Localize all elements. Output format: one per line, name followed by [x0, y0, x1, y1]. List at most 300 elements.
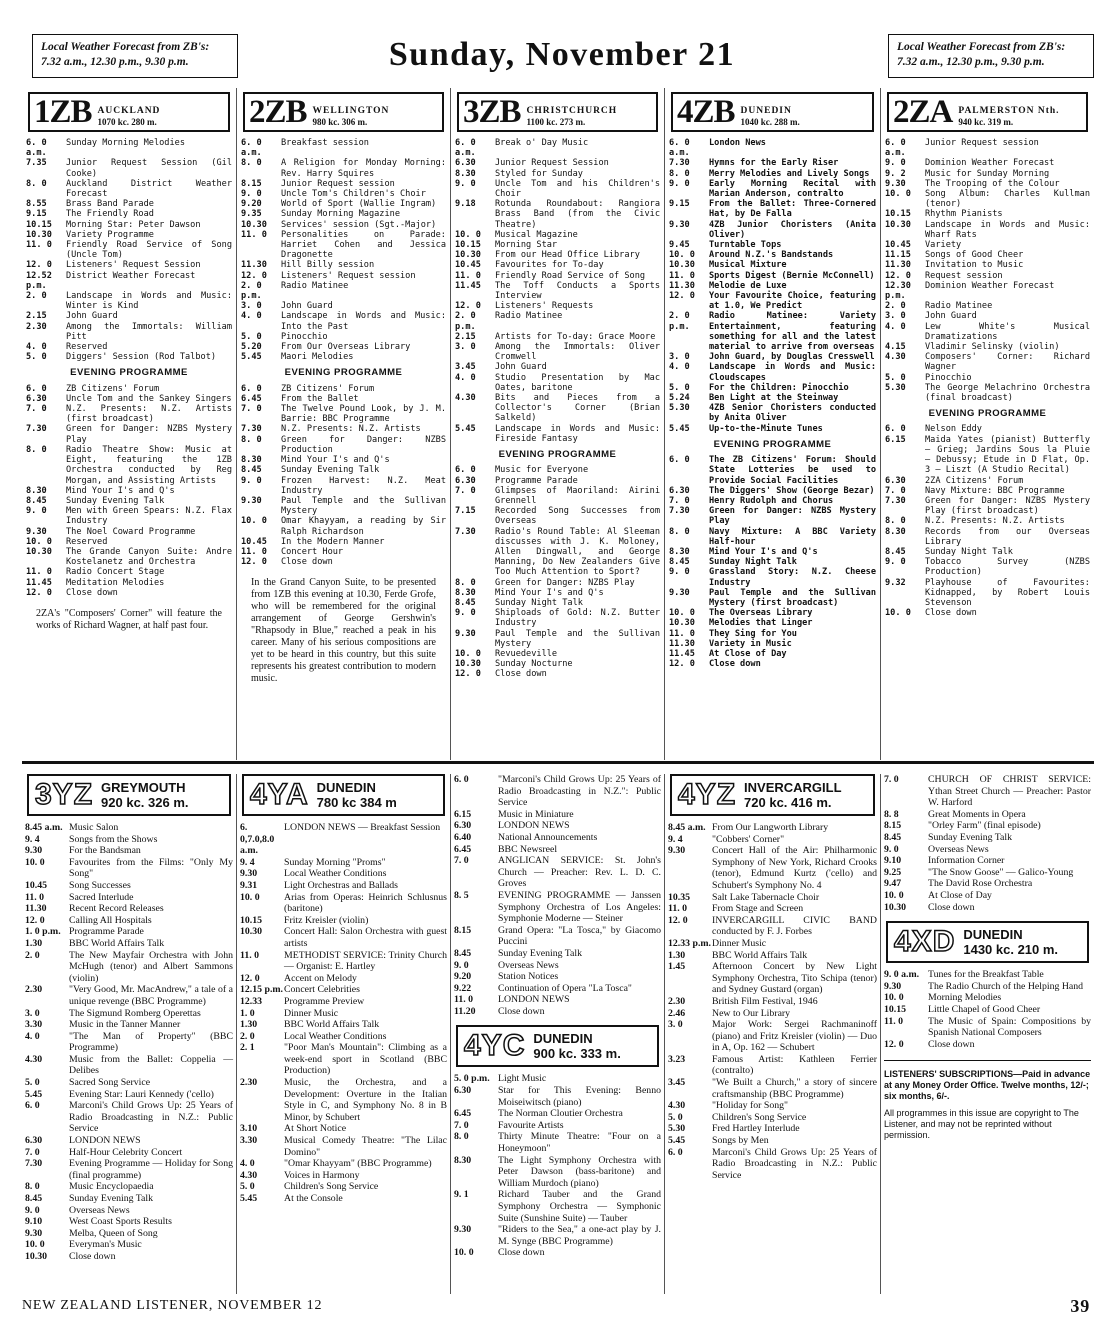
programme-time: 9. 0 — [26, 506, 47, 517]
programme-title: Mind Your I's and Q's — [66, 485, 175, 496]
programme-time: 12. 0 — [241, 557, 267, 568]
programme-item — [25, 880, 233, 892]
programme-item — [885, 608, 1090, 618]
programme-time: 8.45 — [25, 1193, 43, 1204]
programme-time: 9.30 — [885, 178, 906, 189]
programme-time: 6.30 — [885, 475, 906, 486]
programme-title: "We Built a Church," a story of sincere craftsmanship (BBC Programme) — [712, 1077, 877, 1100]
programme-item — [884, 809, 1091, 821]
programme-item — [669, 486, 876, 496]
programme-time: 6.30 — [669, 485, 690, 496]
programme-item — [25, 1008, 233, 1020]
programme-time: 10.30 — [884, 901, 907, 913]
programme-title: Listeners' Request Session — [66, 260, 201, 271]
station-meta — [527, 106, 618, 128]
programme-item — [454, 1085, 661, 1108]
programme-item — [669, 527, 876, 547]
programme-item — [669, 557, 876, 567]
programme-title: Radio Theatre Show: Music at Eight, featuring the 1ZB Orchestra conducted by Reg Morgan, and Assisting Artists — [66, 444, 232, 486]
programme-time: 8. 0 — [455, 577, 476, 588]
column-note: 2ZA's "Composers' Corner" will feature the works of Richard Wagner, at half past four. — [36, 607, 222, 631]
station-frequency: 1040 kc. — [740, 117, 773, 127]
programme-item — [669, 199, 876, 219]
programme-title: Morning Star — [495, 240, 558, 251]
programme-title: A Religion for Monday Morning: Rev. Harry Squires — [281, 158, 446, 179]
programme-time: 12.33 — [240, 995, 263, 1007]
programme-title: "Marconi's Child Grows Up: 25 Years of Radio Broadcasting in N.Z.": Public Service — [498, 774, 661, 809]
national-station-section — [22, 774, 1094, 1294]
programme-item — [26, 158, 232, 178]
programme-item — [25, 834, 233, 846]
programme-title: Programme Parade — [69, 926, 144, 938]
programme-item — [669, 250, 876, 260]
page-number: 39 — [1070, 1296, 1090, 1316]
programme-time: 9. 4 — [240, 856, 255, 868]
programme-time: 10.15 — [240, 914, 263, 926]
programme-time: 11. 0 — [26, 567, 52, 578]
programme-title: British Film Festival, 1946 — [712, 995, 818, 1007]
programme-time: 5.30 — [668, 1123, 686, 1135]
programme-time: 1.45 — [668, 961, 686, 973]
programme-title: Close down — [709, 659, 761, 670]
programme-time: 7.30 — [455, 526, 476, 537]
programme-time: 7. 0 — [25, 1146, 40, 1158]
programme-item — [454, 983, 661, 995]
programme-title: Sacred Interlude — [69, 891, 134, 903]
programme-item — [241, 230, 446, 261]
programme-list-4ya — [240, 822, 447, 1205]
station-call-sign: 2ZB — [249, 94, 307, 130]
programme-time: 10. 0 — [26, 536, 52, 547]
programme-title: Concert Hall: Salon Orchestra with guest artists — [284, 926, 447, 949]
programme-time: 8.45 — [454, 947, 472, 959]
programme-item — [885, 578, 1090, 609]
programme-title: Glimpses of Maoriland: Airini Grennell — [495, 485, 660, 506]
programme-item — [240, 915, 447, 927]
programme-time: 6. 0 — [241, 383, 262, 394]
programme-title: Friendly Road Service of Song (Uncle Tom) — [66, 240, 232, 261]
programme-time: 8.45 — [669, 557, 690, 568]
programme-item — [668, 845, 877, 891]
programme-item — [241, 476, 446, 496]
programme-title: Music in the Tanner Manner — [69, 1019, 181, 1031]
programme-title: Breakfast session — [281, 138, 369, 148]
programme-item — [885, 486, 1090, 496]
programme-title: Sunday Morning "Proms" — [284, 856, 386, 868]
programme-title: Radio Matinee — [495, 311, 563, 322]
station-header — [887, 92, 1088, 132]
programme-item — [26, 527, 232, 537]
programme-list — [885, 138, 1090, 618]
programme-item — [884, 867, 1091, 879]
programme-item — [26, 496, 232, 506]
programme-item — [455, 588, 660, 598]
programme-time: 12. 0 — [885, 270, 911, 281]
programme-title: Diggers' Session (Rod Talbot) — [66, 352, 217, 363]
programme-item — [455, 260, 660, 270]
programme-item — [241, 209, 446, 219]
programme-time: 6.30 — [454, 1085, 472, 1097]
programme-time: 2. 0 p.m. — [669, 311, 690, 332]
programme-title: Sunday Evening Talk — [498, 947, 583, 959]
programme-item — [885, 281, 1090, 301]
programme-item — [884, 969, 1091, 981]
column-4ya — [236, 774, 450, 1294]
programme-time: 7. 0 — [454, 855, 469, 867]
programme-item — [455, 486, 660, 506]
programme-time: 10. 0 — [241, 516, 267, 527]
programme-time: 9. 0 — [25, 1204, 40, 1216]
programme-time: 6. 0 a.m. — [669, 138, 690, 159]
programme-time: 9. 2 — [885, 168, 906, 179]
programme-time: 1. 0 p.m. — [25, 926, 61, 938]
programme-item — [668, 938, 877, 950]
programme-item — [455, 362, 660, 372]
programme-item — [240, 973, 447, 985]
programme-title: Melodies that Linger — [709, 618, 813, 629]
programme-item — [240, 892, 447, 915]
programme-item — [668, 1100, 877, 1112]
programme-title: Radio Matinee — [925, 301, 993, 312]
station-meta — [958, 106, 1059, 128]
programme-time: 2. 0 — [240, 1030, 255, 1042]
column-4ya-cont-4yc — [450, 774, 664, 1294]
programme-time: 8.30 — [454, 1154, 472, 1166]
programme-item — [454, 820, 661, 832]
programme-title: Omar Khayyam, a reading by Sir Ralph Richardson — [281, 516, 446, 537]
programme-time: 7.30 — [25, 1158, 43, 1170]
programme-item — [669, 169, 876, 179]
programme-time: 7.30 — [885, 495, 906, 506]
programme-time: 12. 0 — [668, 914, 688, 926]
logo-city: DUNEDIN — [533, 1031, 593, 1047]
programme-item — [454, 1120, 661, 1132]
programme-title: From Our Overseas Library — [281, 342, 411, 353]
programme-title: Sports Digest (Bernie McConnell) — [709, 270, 875, 281]
programme-title: John Guard, by Douglas Cresswell — [709, 352, 875, 363]
programme-time: 10.45 — [25, 879, 48, 891]
programme-title: LONDON NEWS — [498, 994, 570, 1006]
programme-title: Sunday Night Talk — [925, 546, 1013, 557]
programme-title: Green for Danger: NZBS Mystery Play — [66, 424, 232, 445]
station-meta — [313, 106, 390, 128]
programme-time: 12. 0 — [455, 669, 481, 680]
station-logo-3yz — [27, 774, 231, 816]
programme-time: 9.30 — [454, 1224, 472, 1236]
programme-time: 2.46 — [668, 1007, 686, 1019]
programme-time: 12.30 p.m. — [885, 280, 911, 302]
programme-time: 11.45 — [455, 280, 481, 291]
programme-item — [668, 1019, 877, 1054]
programme-time: 5. 0 — [25, 1077, 40, 1089]
programme-item — [241, 271, 446, 281]
programme-time: 2.15 — [455, 331, 476, 342]
programme-list — [241, 138, 446, 567]
listener-page — [22, 30, 1094, 1320]
programme-item — [454, 1108, 661, 1120]
programme-item — [241, 301, 446, 311]
programme-item — [884, 774, 1091, 809]
programme-item — [241, 455, 446, 465]
programme-time: 10.30 — [26, 229, 52, 240]
programme-item — [25, 1077, 233, 1089]
programme-title: "Cobbers' Corner" — [712, 833, 785, 845]
programme-time: 8.30 — [885, 526, 906, 537]
programme-item — [240, 857, 447, 869]
programme-item — [26, 291, 232, 311]
programme-title: Morning Star: Peter Dawson — [66, 219, 201, 230]
programme-title: Dominion Weather Forecast — [925, 280, 1055, 291]
programme-time: 9. 0 — [241, 189, 262, 200]
programme-title: INVERCARGILL CIVIC BAND conducted by F. J. Forbes — [712, 914, 877, 938]
programme-title: Local Weather Conditions — [284, 868, 387, 880]
programme-item — [455, 598, 660, 608]
programme-time: 4.30 — [885, 352, 906, 363]
programme-item — [240, 984, 447, 996]
programme-title: Favourites for To-day — [495, 260, 604, 271]
programme-time: 8.30 — [26, 485, 47, 496]
programme-title: The Noel Coward Programme — [66, 526, 196, 537]
programme-time: 6.45 — [241, 393, 262, 404]
programme-item — [26, 138, 232, 158]
programme-item — [455, 230, 660, 240]
programme-title: Major Work: Sergei Rachmaninoff (piano) and Fritz Kreisler (violin) — Duo in A, Op. 162 — Schubert — [712, 1019, 877, 1054]
programme-title: Lew White's Musical Dramatizations — [925, 321, 1090, 342]
programme-time: 11.30 — [669, 280, 695, 291]
programme-item — [669, 659, 876, 669]
programme-title: Junior Request session — [925, 138, 1039, 148]
logo-call-sign: 4YA — [250, 778, 309, 811]
programme-title: "Holiday for Song" — [712, 1100, 789, 1112]
programme-title: The Light Symphony Orchestra with Peter Dawson (bass-baritone) and William Murdoch (piano) — [498, 1154, 661, 1189]
programme-time: 3.45 — [668, 1077, 686, 1089]
programme-item — [26, 230, 232, 240]
programme-time: 10.30 — [885, 219, 911, 230]
programme-title: Request session — [925, 270, 1003, 281]
programme-title: World of Sport (Wallie Ingram) — [281, 199, 437, 210]
programme-item — [454, 855, 661, 890]
programme-item — [240, 822, 447, 857]
programme-time: 10. 0 — [25, 1239, 45, 1251]
programme-title: The Norman Cloutier Orchestra — [498, 1108, 623, 1120]
programme-time: 9.30 — [669, 219, 690, 230]
programme-title: From our Head Office Library — [495, 250, 640, 261]
programme-item — [455, 342, 660, 362]
programme-item — [240, 1077, 447, 1123]
programme-item — [669, 179, 876, 199]
programme-time: 7. 0 — [885, 485, 906, 496]
programme-item — [885, 322, 1090, 342]
programme-time: 3.23 — [668, 1053, 686, 1065]
logo-call-sign: 3YZ — [35, 778, 94, 811]
programme-time: 8. 0 — [26, 444, 47, 455]
programme-time: 9. 0 — [669, 567, 690, 578]
programme-item — [669, 496, 876, 506]
programme-item — [241, 260, 446, 270]
programme-item — [454, 1073, 661, 1085]
programme-time: 3. 0 — [668, 1019, 683, 1031]
programme-item — [669, 291, 876, 311]
programme-time: 9. 0 — [455, 608, 476, 619]
programme-item — [454, 1006, 661, 1018]
programme-title: EVENING PROGRAMME — Janssen Symphony Orchestra of Los Angeles: Symphonie Moderne — Steiner — [498, 889, 661, 925]
programme-item — [455, 271, 660, 281]
programme-time: 8. 0 — [26, 178, 47, 189]
programme-item — [885, 373, 1090, 383]
programme-item — [454, 832, 661, 844]
programme-item — [240, 1181, 447, 1193]
programme-item — [240, 880, 447, 892]
programme-title: Marconi's Child Grows Up: 25 Years of Radio Broadcasting in N.Z.: Public Service — [712, 1146, 877, 1181]
programme-title: Landscape in Words and Music: Winter is Kind — [66, 291, 232, 312]
programme-time: 9. 4 — [25, 833, 40, 845]
programme-time: 8.30 — [455, 587, 476, 598]
programme-item — [454, 890, 661, 925]
programme-time: 9.30 — [455, 628, 476, 639]
programme-time: 8. 0 — [241, 434, 262, 445]
programme-time: 3.45 — [455, 362, 476, 373]
programme-time: 8. 0 — [669, 526, 690, 537]
programme-title: Radio Concert Stage — [66, 567, 165, 578]
programme-title: Radio Matinee: Variety Entertainment, featuring something for all and the latest material to arrive from overseas — [709, 311, 876, 353]
programme-title: Arias from Operas: Heinrich Schlusnus (baritone) — [284, 891, 447, 915]
programme-time: 9.30 — [668, 845, 686, 857]
programme-title: Light Orchestras and Ballads — [284, 879, 398, 891]
programme-title: Favourite Artists — [498, 1119, 564, 1131]
programme-item — [26, 445, 232, 486]
programme-time: 9.15 — [26, 209, 47, 220]
programme-title: Artists for To-day: Grace Moore — [495, 331, 656, 342]
programme-title: Junior Request Session (Gil Cooke) — [66, 158, 232, 179]
programme-time: 10.30 — [455, 659, 481, 670]
programme-item — [455, 465, 660, 475]
programme-item — [669, 649, 876, 659]
programme-title: Close down — [925, 608, 977, 619]
programme-item — [241, 138, 446, 158]
programme-time: 2.30 — [668, 995, 686, 1007]
weather-box-left — [32, 34, 238, 78]
programme-title: Landscape in Words and Music: Into the Past — [281, 311, 446, 332]
programme-item — [668, 834, 877, 846]
programme-title: Grassland Story: N.Z. Cheese Industry — [709, 567, 876, 588]
programme-item — [241, 424, 446, 434]
programme-title: Vladimir Selinsky (violin) — [925, 342, 1060, 353]
evening-programme-heading: EVENING PROGRAMME — [713, 438, 832, 450]
programme-item — [26, 271, 232, 291]
programme-time: 9. 0 — [884, 843, 899, 855]
programme-time: 8.15 — [454, 924, 472, 936]
programme-time: 4. 0 — [455, 372, 476, 383]
programme-title: Records from our Overseas Library — [925, 526, 1090, 547]
programme-item — [668, 996, 877, 1008]
programme-title: Close down — [281, 557, 333, 568]
station-logo-4xd — [886, 921, 1089, 963]
programme-time: 6. 0 a.m. — [241, 138, 262, 159]
programme-time: 4. 0 — [240, 1158, 255, 1170]
programme-time: 10.45 — [455, 260, 481, 271]
programme-time: 10.15 — [884, 1003, 907, 1015]
programme-item — [241, 311, 446, 331]
programme-title: The George Melachrino Orchestra (final broadcast) — [925, 382, 1090, 404]
programme-item — [26, 209, 232, 219]
programme-time: 6.30 — [455, 158, 476, 169]
programme-item — [668, 915, 877, 938]
programme-time: 9.30 — [25, 1227, 43, 1239]
logo-frequency: 720 kc. 416 m. — [744, 795, 832, 810]
programme-list-3yz — [25, 822, 233, 1263]
programme-time: 1.30 — [240, 1019, 258, 1031]
programme-time: 1.30 — [25, 937, 43, 949]
programme-item — [25, 1228, 233, 1240]
programme-time: 8. 8 — [884, 808, 899, 820]
programme-item — [885, 158, 1090, 168]
programme-item — [241, 342, 446, 352]
programme-title: Great Moments in Opera — [928, 808, 1026, 820]
programme-time: 11.45 — [669, 648, 695, 659]
programme-item — [885, 557, 1090, 577]
programme-item — [25, 984, 233, 1007]
programme-time: 4.30 — [668, 1100, 686, 1112]
programme-title: For the Children: Pinocchio — [709, 382, 849, 393]
programme-time: 10.45 — [241, 536, 267, 547]
programme-title: N.Z. Presents: N.Z. Artists — [281, 424, 421, 435]
programme-item — [240, 996, 447, 1008]
programme-time: 10.15 — [455, 240, 481, 251]
programme-item — [884, 820, 1091, 832]
programme-title: "Poor Man's Mountain": Climbing as a week-end sport in Scotland (BBC Production) — [284, 1042, 447, 1077]
programme-item — [241, 281, 446, 301]
programme-item — [885, 220, 1090, 240]
programme-item — [241, 332, 446, 342]
programme-title: Variety Programme — [66, 229, 154, 240]
programme-time: 8.45 — [455, 597, 476, 608]
programme-item — [885, 138, 1090, 158]
programme-item — [241, 465, 446, 475]
station-logo-4ya — [242, 774, 445, 816]
programme-title: ANGLICAN SERVICE: St. John's Church — Preacher: Rev. L. D. C. Groves — [498, 855, 661, 890]
logo-frequency: 920 kc. 326 m. — [101, 795, 189, 810]
programme-item — [454, 948, 661, 960]
programme-item — [669, 383, 876, 393]
programme-time: 4. 0 — [25, 1030, 40, 1042]
programme-title: Evening Star: Lauri Kennedy ('cello) — [69, 1088, 214, 1100]
programme-time: 9. 0 a.m. — [884, 969, 920, 981]
programme-title: The Trooping of the Colour — [925, 178, 1060, 189]
programme-time: 9. 0 — [669, 178, 690, 189]
programme-title: Turntable Tops — [709, 240, 782, 251]
programme-time: 9.35 — [241, 209, 262, 220]
programme-title: Music for Everyone — [495, 465, 589, 476]
programme-time: 2.30 — [26, 321, 47, 332]
programme-title: Early Morning Recital with Marian Anderson, contralto — [709, 178, 876, 200]
programme-time: 12. 0 — [241, 270, 267, 281]
programme-time: 10. 0 — [885, 608, 911, 619]
programme-item — [455, 311, 660, 331]
programme-title: Light Music — [498, 1073, 547, 1085]
programme-item — [26, 322, 232, 342]
evening-programme-heading: EVENING PROGRAMME — [284, 367, 403, 379]
programme-item — [884, 1039, 1091, 1051]
programme-item — [668, 892, 877, 904]
programme-time: 5.45 — [669, 423, 690, 434]
programme-time: 6.40 — [454, 831, 472, 843]
programme-title: ZB Citizens' Forum — [66, 383, 160, 394]
programme-item — [240, 1193, 447, 1205]
programme-title: Composers' Corner: Richard Wagner — [925, 352, 1090, 373]
programme-time: 5.45 — [240, 1193, 258, 1204]
programme-time: 7.30 — [241, 424, 262, 435]
station-frequency: 940 kc. — [958, 117, 986, 127]
